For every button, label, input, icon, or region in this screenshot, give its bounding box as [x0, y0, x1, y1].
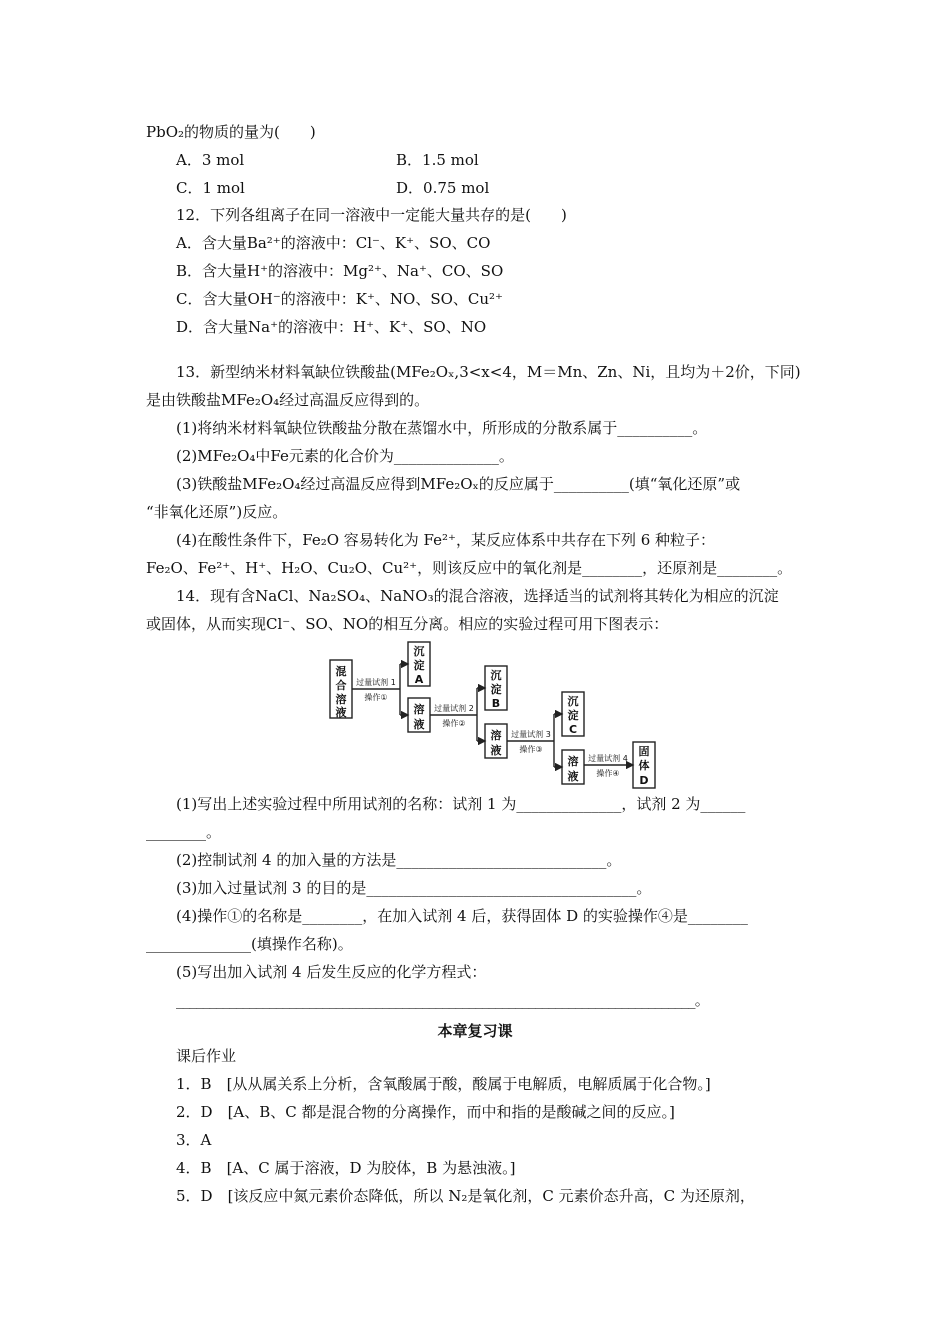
reagent-4-label: 过量试剂 4 — [588, 754, 628, 763]
ppt-a-char-0: 沉 — [413, 645, 425, 658]
sol3-char-1: 液 — [567, 770, 579, 783]
sol2-char-1: 液 — [490, 744, 502, 757]
operation-2-label: 操作② — [442, 719, 466, 728]
mix-char-1: 合 — [335, 679, 347, 692]
q14-part3: (3)加入过量试剂 3 的目的是____________________________________。 — [176, 879, 652, 897]
q12-option-a: A．含大量Ba²⁺的溶液中：Cl⁻、K⁺、SO、CO — [176, 234, 491, 252]
operation-3-label: 操作③ — [519, 745, 543, 754]
sol3-char-0: 溶 — [567, 755, 579, 768]
q12-option-b: B．含大量H⁺的溶液中：Mg²⁺、Na⁺、CO、SO — [176, 262, 504, 280]
sol1-char-1: 液 — [413, 718, 425, 731]
ppt-c-char-1: 淀 — [567, 709, 579, 722]
answer-2: 2．D [A、B、C 都是混合物的分离操作，而中和指的是酸碱之间的反应。] — [176, 1103, 675, 1121]
reagent-2-label: 过量试剂 2 — [434, 704, 474, 713]
ppt-c-char-0: 沉 — [567, 695, 579, 708]
sol1-char-0: 溶 — [413, 703, 425, 716]
q13-part3-line2: “非氧化还原”)反应。 — [146, 503, 288, 521]
solid-d-char-0: 固 — [638, 745, 650, 758]
q12-option-d: D．含大量Na⁺的溶液中：H⁺、K⁺、SO、NO — [176, 318, 487, 336]
q13-stem-line1: 13．新型纳米材料氧缺位铁酸盐(MFe₂Oₓ,3<x<4，M＝Mn、Zn、Ni，且均为＋2价，下同) — [176, 363, 801, 381]
q14-part5-answer-line: ______________________________________________________________________________。 — [176, 991, 709, 1009]
q11-option-c: C．1 mol — [176, 179, 245, 197]
mix-char-3: 液 — [335, 706, 347, 719]
q13-part4-line1: (4)在酸性条件下，Fe₂O 容易转化为 Fe²⁺，某反应体系中共存在下列 6 种粒子： — [176, 531, 716, 549]
q13-part1: (1)将纳米材料氧缺位铁酸盐分散在蒸馏水中，所形成的分散系属于__________。 — [176, 419, 708, 437]
sol2-char-0: 溶 — [490, 729, 502, 742]
q14-part1-line1: (1)写出上述实验过程中所用试剂的名称：试剂 1 为______________，试剂 2 为______ — [176, 795, 746, 813]
answer-4: 4．B [A、C 属于溶液，D 为胶体，B 为悬浊液。] — [176, 1159, 516, 1177]
ppt-b-char-0: 沉 — [490, 669, 502, 682]
q14-stem-line2: 或固体，从而实现Cl⁻、SO、NO的相互分离。相应的实验过程可用下图表示： — [146, 615, 669, 633]
q14-stem-line1: 14．现有含NaCl、Na₂SO₄、NaNO₃的混合溶液，选择适当的试剂将其转化为相应的沉淀 — [176, 587, 779, 605]
mix-char-2: 溶 — [335, 693, 347, 706]
q11-option-b: B．1.5 mol — [396, 151, 479, 169]
q12-stem: 12．下列各组离子在同一溶液中一定能大量共存的是( ) — [176, 206, 567, 224]
mix-char-0: 混 — [335, 665, 347, 678]
q11-option-d: D．0.75 mol — [396, 179, 490, 197]
q13-stem-line2: 是由铁酸盐MFe₂O₄经过高温反应得到的。 — [146, 391, 430, 409]
ppt-b-char-1: 淀 — [490, 683, 502, 696]
homework-subheading: 课后作业 — [176, 1047, 237, 1065]
answer-1: 1．B [从从属关系上分析，含氧酸属于酸，酸属于电解质，电解质属于化合物。] — [176, 1075, 711, 1093]
ppt-a-char-1: 淀 — [413, 659, 425, 672]
q13-part2: (2)MFe₂O₄中Fe元素的化合价为______________。 — [176, 447, 514, 465]
ppt-c-char-2: C — [568, 723, 578, 736]
q14-part1-line2: ________。 — [146, 823, 222, 841]
q12-option-c: C．含大量OH⁻的溶液中：K⁺、NO、SO、Cu²⁺ — [176, 290, 503, 308]
q14-part5: (5)写出加入试剂 4 后发生反应的化学方程式： — [176, 963, 487, 981]
q14-part4-line1: (4)操作①的名称是________，在加入试剂 4 后，获得固体 D 的实验操作④是________ — [176, 907, 748, 925]
separation-flow-diagram — [325, 638, 665, 790]
q13-part4-line2: Fe₂O、Fe²⁺、H⁺、H₂O、Cu₂O、Cu²⁺，则该反应中的氧化剂是________，还原剂是________。 — [146, 559, 793, 577]
operation-1-label: 操作① — [364, 693, 388, 702]
answer-3: 3．A — [176, 1131, 212, 1149]
q14-part2: (2)控制试剂 4 的加入量的方法是____________________________。 — [176, 851, 622, 869]
ppt-a-char-2: A — [414, 673, 424, 686]
operation-4-label: 操作④ — [596, 769, 620, 778]
reagent-3-label: 过量试剂 3 — [511, 730, 551, 739]
chapter-review-heading: 本章复习课 — [437, 1022, 513, 1040]
solid-d-char-1: 体 — [638, 759, 650, 772]
q11-stem-tail: PbO₂的物质的量为( ) — [146, 123, 316, 141]
solid-d-char-2: D — [639, 774, 649, 787]
reagent-1-label: 过量试剂 1 — [356, 678, 396, 687]
q13-part3-line1: (3)铁酸盐MFe₂O₄经过高温反应得到MFe₂Oₓ的反应属于__________(填“氧化还原”或 — [176, 475, 741, 493]
answer-5: 5．D [该反应中氮元素价态降低，所以 N₂是氧化剂，C 元素价态升高，C 为还原剂， — [176, 1187, 755, 1205]
ppt-b-char-2: B — [491, 697, 501, 710]
q11-option-a: A．3 mol — [176, 151, 245, 169]
q14-part4-line2: ______________(填操作名称)。 — [146, 935, 353, 953]
